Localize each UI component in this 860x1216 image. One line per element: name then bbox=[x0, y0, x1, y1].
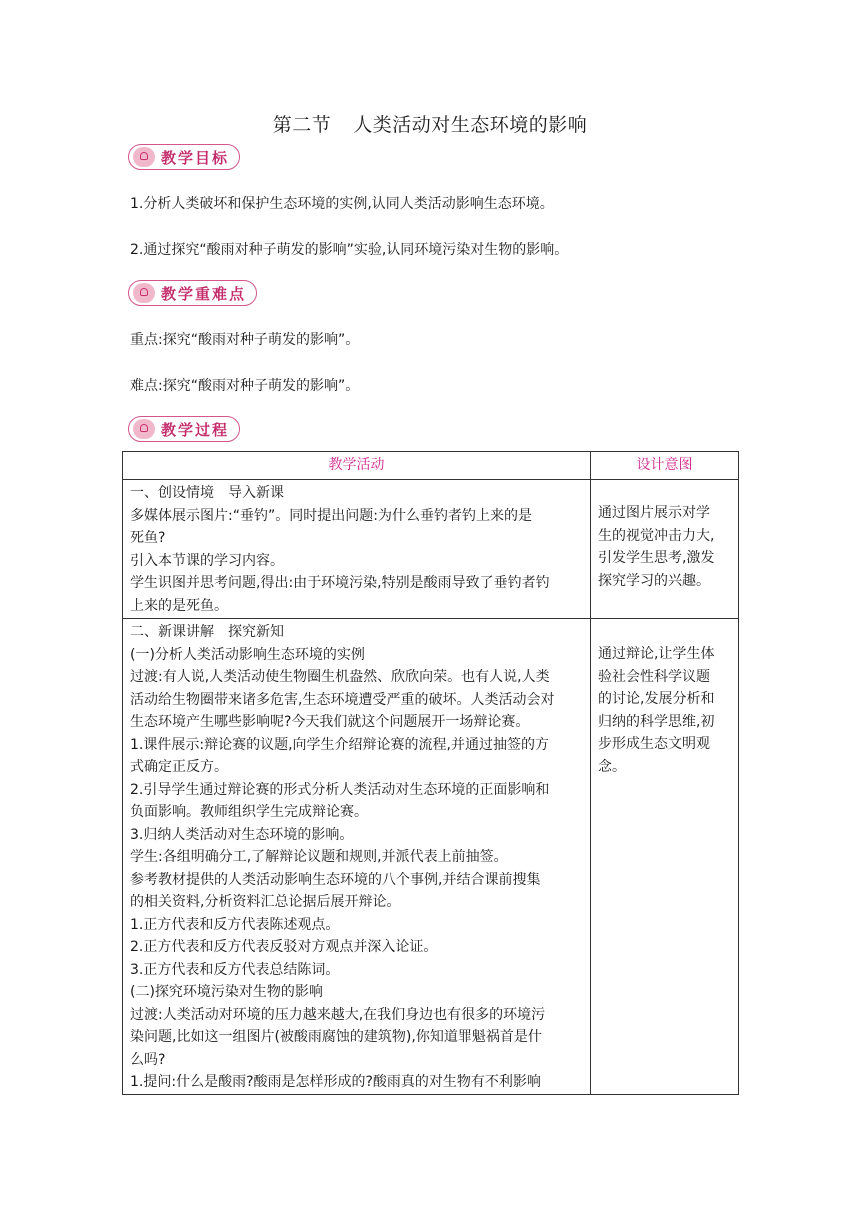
activity-line: 3.归纳人类活动对生态环境的影响。 bbox=[130, 826, 354, 843]
intent-cell bbox=[591, 480, 739, 619]
lesson-process-table bbox=[122, 451, 739, 1095]
activity-line: 引入本节课的学习内容。 bbox=[130, 552, 284, 569]
activity-line: 3.正方代表和反方代表总结陈词。 bbox=[130, 961, 340, 978]
lotus-icon bbox=[133, 147, 155, 167]
activity-line: 式确定正反方。 bbox=[130, 759, 228, 775]
difficult-point: 难点:探究“酸雨对种子萌发的影响”。 bbox=[130, 378, 360, 394]
activity-line: 么吗? bbox=[130, 1051, 166, 1068]
intent-line: 引发学生思考,激发 bbox=[598, 550, 715, 566]
section-name: 人类活动对生态环境的影响 bbox=[353, 114, 588, 136]
table-row bbox=[123, 619, 739, 1095]
activity-line: 过渡:人类活动对环境的压力越来越大,在我们身边也有很多的环境污 bbox=[130, 1006, 546, 1023]
intent-line: 验社会性科学议题 bbox=[598, 668, 710, 685]
section-number: 第二节 bbox=[272, 114, 332, 136]
activity-line: 活动给生物圈带来诸多危害,生态环境遭受严重的破坏。人类活动会对 bbox=[130, 691, 555, 708]
intent-line: 探究学习的兴趣。 bbox=[598, 572, 710, 589]
activity-line: (二)探究环境污染对生物的影响 bbox=[130, 984, 323, 1000]
activity-line: 1.正方代表和反方代表陈述观点。 bbox=[130, 916, 340, 933]
goals-badge: 教学目标 bbox=[128, 144, 240, 170]
activity-line: 的相关资料,分析资料汇总论据后展开辩论。 bbox=[130, 894, 401, 910]
difficulties-badge: 教学重难点 bbox=[128, 280, 257, 306]
activity-line: 多媒体展示图片:“垂钓”。同时提出问题:为什么垂钓者钓上来的是 bbox=[130, 507, 532, 524]
header-intent: 设计意图 bbox=[591, 452, 739, 480]
activity-cell bbox=[123, 619, 591, 1095]
activity-line: 1.课件展示:辩论赛的议题,向学生介绍辩论赛的流程,并通过抽签的方 bbox=[130, 736, 549, 753]
activity-line: 死鱼? bbox=[130, 530, 166, 546]
activity-line: 2.正方代表和反方代表反驳对方观点并深入论证。 bbox=[130, 939, 438, 955]
intent-line: 生的视觉冲击力大, bbox=[598, 527, 715, 544]
activity-line: 参考教材提供的人类活动影响生态环境的八个事例,并结合课前搜集 bbox=[130, 871, 541, 888]
intent-line: 归纳的科学思维,初 bbox=[598, 713, 715, 730]
goal-item-2: 2.通过探究“酸雨对种子萌发的影响”实验,认同环境污染对生物的影响。 bbox=[130, 242, 569, 258]
intent-line: 的讨论,发展分析和 bbox=[598, 691, 715, 707]
activity-line: 染问题,比如这一组图片(被酸雨腐蚀的建筑物),你知道罪魁祸首是什 bbox=[130, 1029, 542, 1045]
lotus-icon bbox=[133, 283, 155, 303]
activity-line: 过渡:有人说,人类活动使生物圈生机盎然、欣欣向荣。也有人说,人类 bbox=[130, 669, 550, 685]
activity-line: 学生:各组明确分工,了解辩论议题和规则,并派代表上前抽签。 bbox=[130, 849, 508, 865]
table-row bbox=[123, 480, 739, 619]
intent-cell bbox=[591, 619, 739, 1095]
intent-line: 通过辩论,让学生体 bbox=[598, 646, 715, 662]
lotus-icon bbox=[133, 419, 155, 439]
activity-line: 负面影响。教师组织学生完成辩论赛。 bbox=[130, 804, 368, 820]
activity-line: 生态环境产生哪些影响呢?今天我们就这个问题展开一场辩论赛。 bbox=[130, 714, 530, 730]
table-header-row bbox=[123, 452, 739, 480]
activity-line: 2.引导学生通过辩论赛的形式分析人类活动对生态环境的正面影响和 bbox=[130, 781, 550, 798]
header-activity: 教学活动 bbox=[123, 452, 591, 480]
activity-line: 学生识图并思考问题,得出:由于环境污染,特别是酸雨导致了垂钓者钓 bbox=[130, 575, 550, 591]
page-title bbox=[0, 110, 860, 137]
activity-cell bbox=[123, 480, 591, 619]
activity-line: 上来的是死鱼。 bbox=[130, 597, 228, 614]
intent-line: 步形成生态文明观 bbox=[598, 736, 710, 752]
activity-line: (一)分析人类活动影响生态环境的实例 bbox=[130, 646, 365, 663]
activity-line: 一、创设情境 导入新课 bbox=[130, 485, 284, 501]
process-badge: 教学过程 bbox=[128, 416, 240, 442]
key-point: 重点:探究“酸雨对种子萌发的影响”。 bbox=[130, 332, 360, 348]
activity-line: 二、新课讲解 探究新知 bbox=[130, 624, 284, 640]
intent-line: 念。 bbox=[598, 758, 626, 775]
activity-line: 1.提问:什么是酸雨?酸雨是怎样形成的?酸雨真的对生物有不利影响 bbox=[130, 1074, 541, 1090]
goal-item-1: 1.分析人类破坏和保护生态环境的实例,认同人类活动影响生态环境。 bbox=[130, 196, 554, 212]
intent-line: 通过图片展示对学 bbox=[598, 505, 710, 521]
